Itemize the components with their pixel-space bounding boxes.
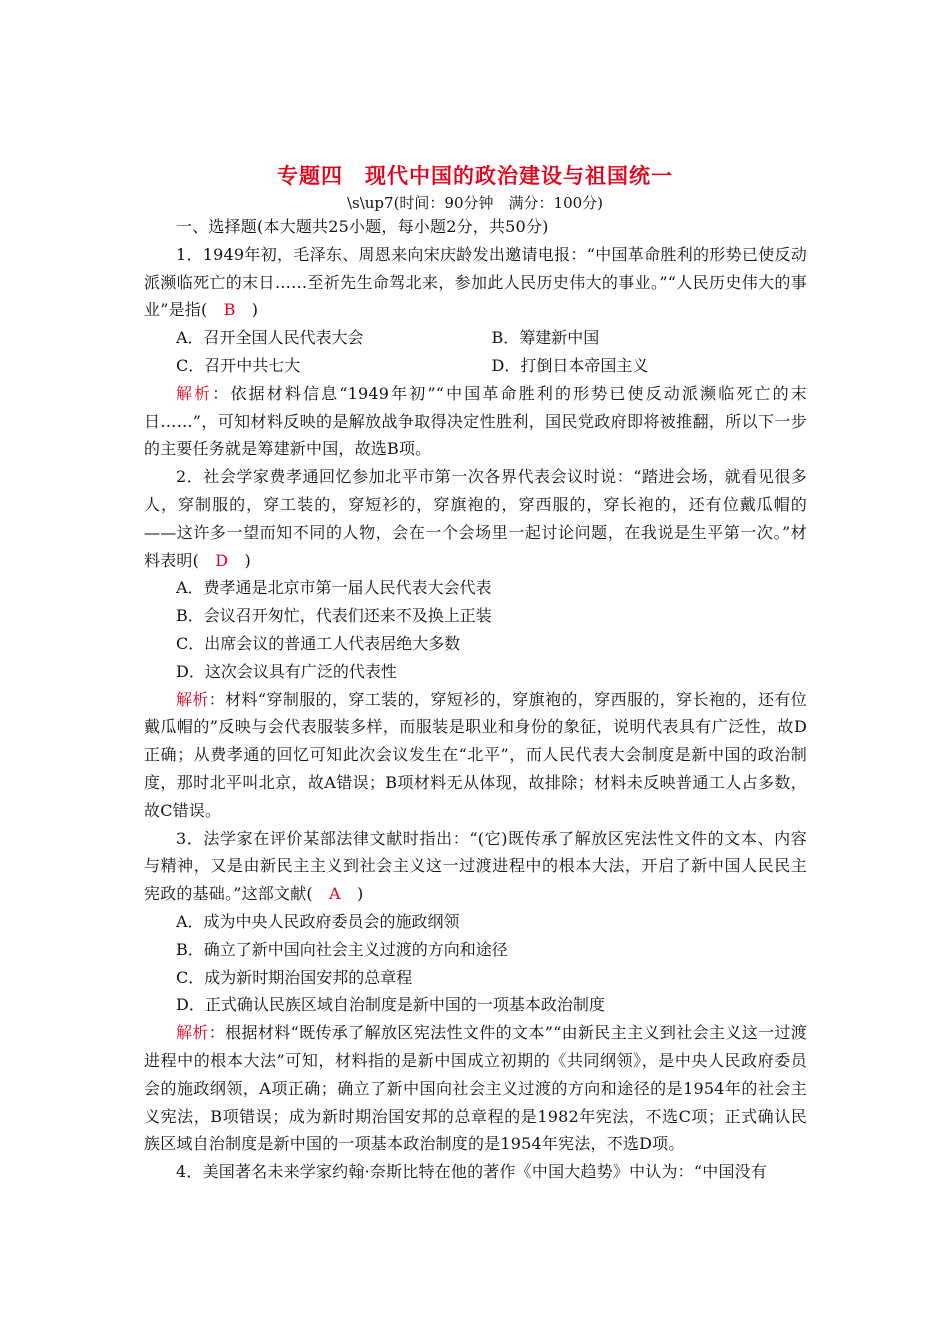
question-1-option-c: C．召开中共七大 — [176, 355, 301, 375]
question-3-analysis — [144, 1019, 807, 1158]
question-2-analysis — [144, 686, 807, 825]
question-3-stem — [144, 825, 807, 908]
question-2-answer: D — [215, 550, 229, 570]
analysis-label: 解析 — [176, 1023, 209, 1043]
question-1-option-d: D．打倒日本帝国主义 — [491, 355, 649, 375]
question-1-analysis — [144, 380, 807, 463]
question-3-text: 3．法学家在评价某部法律文献时指出：“(它)既传承了解放区宪法性文件的文本、内容与精神，又是由新民主主义到社会主义这一过渡进程中的根本大法，开启了新中国人民民主宪政的基础。”这部文献( — [144, 828, 807, 904]
question-1-stem — [144, 241, 807, 324]
document-body — [144, 213, 807, 1186]
question-3-option-b: B．确立了新中国向社会主义过渡的方向和途径 — [176, 939, 508, 959]
question-2-option-d: D．这次会议具有广泛的代表性 — [176, 661, 397, 681]
question-1-stem-end: ) — [235, 300, 259, 320]
question-3-stem-end: ) — [340, 884, 364, 904]
question-1-option-a: A．召开全国人民代表大会 — [176, 328, 364, 348]
question-2-analysis-text: ：材料“穿制服的，穿工装的，穿短衫的，穿旗袍的，穿西服的，穿长袍的，还有位戴瓜帽的”反映与会代表服装多样，而服装是职业和身份的象征，说明代表具有广泛性，故D正确；从费孝通的回忆可知此次会议发生在“北平”，而人民代表大会制度是新中国的政治制度，那时北平叫北京，故A错误；B项材料无从体现，故排除；材料未反映普通工人占多数，故C错误。 — [144, 689, 807, 820]
question-1-option-b: B．筹建新中国 — [491, 328, 600, 348]
question-2-text: 2．社会学家费孝通回忆参加北平市第一次各界代表会议时说：“踏进会场，就看见很多人，穿制服的，穿工装的，穿短衫的，穿旗袍的，穿西服的，穿长袍的，还有位戴瓜帽的——这许多一望而知不同的人物，会在一个会场里一起讨论问题，在我说是生平第一次。”材料表明( — [144, 467, 807, 570]
analysis-label: 解析 — [176, 689, 209, 709]
question-3-option-c: C．成为新时期治国安邦的总章程 — [176, 967, 413, 987]
question-1-analysis-text: ：依据材料信息“1949年初”“中国革命胜利的形势已使反动派濒临死亡的末日……”，可知材料反映的是解放战争取得决定性胜利，国民党政府即将被推翻，所以下一步的主要任务就是筹建新中国，故选B项。 — [144, 383, 807, 459]
question-2-option-b: B．会议召开匆忙，代表们还来不及换上正装 — [176, 606, 492, 626]
question-2-option-c: C．出席会议的普通工人代表居绝大多数 — [176, 633, 461, 653]
question-2-option-a: A．费孝通是北京市第一届人民代表大会代表 — [176, 578, 492, 598]
question-1-options-row-2 — [144, 352, 807, 380]
question-3-option-a: A．成为中央人民政府委员会的施政纲领 — [176, 911, 460, 931]
subtitle: \s\up7(时间：90分钟 满分：100分) — [346, 194, 604, 212]
question-2-stem-end: ) — [228, 550, 251, 570]
analysis-label: 解析 — [176, 383, 213, 403]
question-3-answer: A — [329, 884, 341, 904]
question-1-text: 1．1949年初，毛泽东、周恩来向宋庆龄发出邀请电报：“中国革命胜利的形势已使反动派濒临死亡的末日……至祈先生命驾北来，参加此人民历史伟大的事业。”“人民历史伟大的事业”是指( — [144, 244, 807, 320]
question-2-stem — [144, 463, 807, 574]
question-4-stem: 4．美国著名未来学家约翰·奈斯比特在他的著作《中国大趋势》中认为：“中国没有 — [176, 1162, 768, 1182]
page-title: 专题四 现代中国的政治建设与祖国统一 — [277, 164, 673, 188]
question-1-answer: B — [223, 300, 236, 320]
question-3-option-d: D．正式确认民族区域自治制度是新中国的一项基本政治制度 — [176, 995, 605, 1015]
question-1-options-row-1 — [144, 324, 807, 352]
section-heading: 一、选择题(本大题共25小题，每小题2分，共50分) — [176, 217, 549, 236]
question-3-analysis-text: ：根据材料“既传承了解放区宪法性文件的文本”“由新民主主义到社会主义这一过渡进程中的根本大法”可知，材料指的是新中国成立初期的《共同纲领》，是中央人民政府委员会的施政纲领，A项正确；确立了新中国向社会主义过渡的方向和途径的是1954年的社会主义宪法，B项错误；成为新时期治国安邦的总章程的是1982年宪法，不选C项；正式确认民族区域自治制度是新中国的一项基本政治制度的是1954年宪法，不选D项。 — [144, 1023, 808, 1154]
